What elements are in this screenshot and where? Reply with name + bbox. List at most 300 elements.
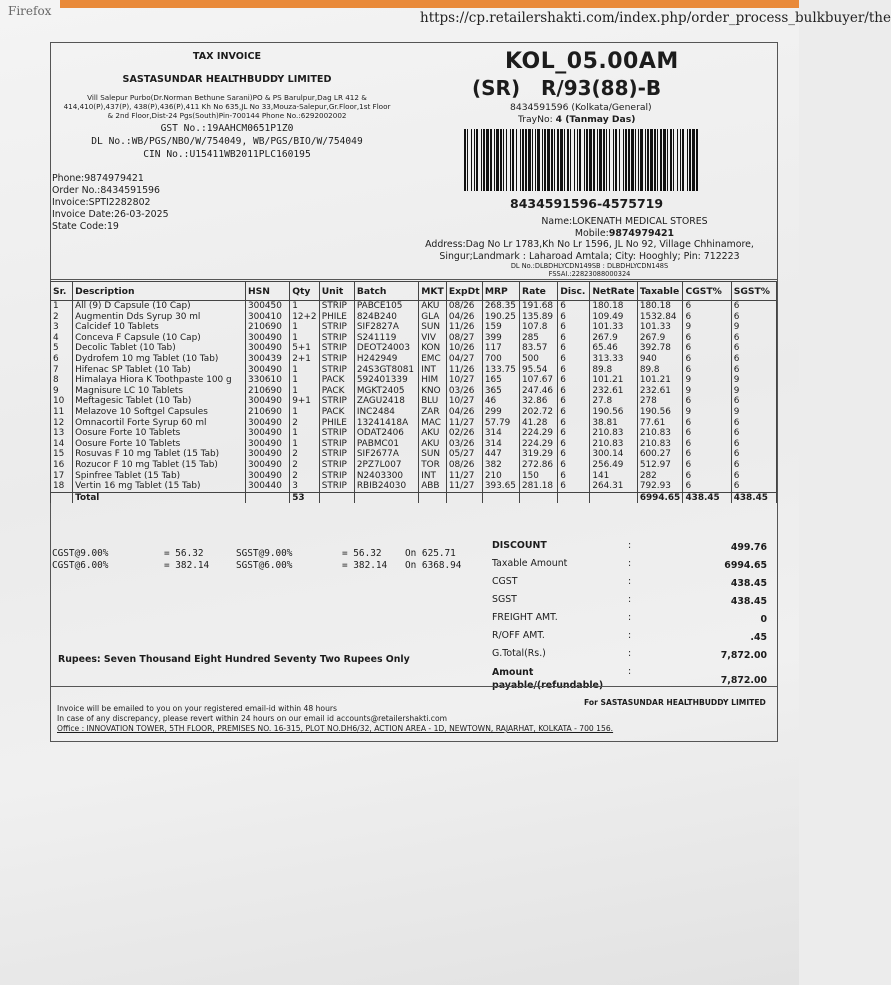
table-row [51,407,777,418]
column-header: Sr. [51,282,73,301]
table-cell: 165 [482,375,519,386]
table-cell: Decolic Tablet (10 Tab) [73,343,246,354]
table-cell: 2 [290,418,320,429]
table-cell: 117 [482,343,519,354]
taxable-label: Taxable Amount [492,558,568,569]
table-cell: 8 [51,375,73,386]
sgst-value: 438.45 [730,596,767,607]
table-cell: 210.83 [637,428,683,439]
barcode-bar [628,129,630,191]
table-cell: 17 [51,471,73,482]
table-cell: N2403300 [354,471,418,482]
barcode-bar [525,129,527,191]
table-cell: 1 [290,301,320,312]
table-cell: 02/26 [446,428,482,439]
table-cell: 32.86 [520,396,558,407]
table-cell: INC2484 [354,407,418,418]
barcode-bar [474,129,475,191]
table-cell: 11/27 [446,471,482,482]
table-cell: 6 [731,396,776,407]
table-row [51,439,777,450]
table-cell: 6 [558,428,590,439]
table-cell: 11/26 [446,322,482,333]
table-cell: 1 [290,386,320,397]
route-code-left: (SR) [472,76,521,100]
barcode-bar [476,129,478,191]
tray-label: TrayNo: [518,114,553,125]
table-cell: 38.81 [590,418,637,429]
table-cell: RBIB24030 [354,481,418,492]
barcode-bar [554,129,555,191]
address-line: 414,410(P),437(P), 438(P),436(P),411 Kh No 635,JL No 33,Mouza-Salepur,Gr.Floor,1st Floor [63,102,391,111]
footer-note: Invoice will be emailed to you on your registered email-id within 48 hours [57,704,337,713]
table-cell: 512.97 [637,460,683,471]
discount-row [488,540,773,558]
table-cell: 6 [558,333,590,344]
table-cell: 10 [51,396,73,407]
table-cell: ABB [419,481,447,492]
table-cell: 1 [51,301,73,312]
table-cell: Rozucor F 10 mg Tablet (15 Tab) [73,460,246,471]
gtotal-row [488,648,773,666]
table-cell: 3 [290,481,320,492]
table-cell: 6 [731,354,776,365]
table-cell: 6 [558,396,590,407]
table-row [51,428,777,439]
table-cell: 6 [558,418,590,429]
table-cell: 300410 [245,312,289,323]
amount-in-words: Rupees: Seven Thousand Eight Hundred Seventy Two Rupees Only [58,654,410,665]
barcode-bar [547,129,550,191]
table-cell: 107.67 [520,375,558,386]
colon: : [628,594,632,605]
freight-row [488,612,773,630]
table-cell: 6 [731,481,776,492]
table-cell: STRIP [319,481,354,492]
table-cell: 190.25 [482,312,519,323]
table-cell: 2 [290,460,320,471]
url-text[interactable]: https://cp.retailershakti.com/index.php/order_process_bulkbuyer/the [420,10,891,26]
table-cell: 89.8 [637,365,683,376]
table-cell: 6 [558,471,590,482]
table-cell: 224.29 [520,439,558,450]
barcode-bar [680,129,681,191]
table-cell: ZAR [419,407,447,418]
table-cell: 190.56 [590,407,637,418]
table-cell: 2+1 [290,354,320,365]
barcode-bar [687,129,688,191]
empty-cell [482,492,519,503]
taxable-row [488,558,773,576]
barcode-image [462,129,702,191]
table-cell: 300439 [245,354,289,365]
barcode-bar [635,129,636,191]
barcode-bar [597,129,598,191]
table-cell: GLA [419,312,447,323]
table-cell: 202.72 [520,407,558,418]
barcode-bar [584,129,585,191]
table-cell: 141 [590,471,637,482]
payable-row [488,666,773,694]
sgst-label: SGST [492,594,517,605]
table-cell: PACK [319,386,354,397]
barcode-bar [464,129,466,191]
table-cell: 6 [683,439,731,450]
route-code [472,76,661,100]
colon: : [628,540,632,551]
table-cell: 256.49 [590,460,637,471]
table-cell: INT [419,471,447,482]
table-cell: Melazove 10 Softgel Capsules [73,407,246,418]
freight-value: 0 [760,614,767,625]
table-cell: 6 [731,312,776,323]
table-row [51,322,777,333]
table-cell: 281.18 [520,481,558,492]
barcode-bar [510,129,511,191]
table-cell: 500 [520,354,558,365]
table-cell: 9 [51,386,73,397]
barcode-bar [537,129,540,191]
table-cell: 300.14 [590,449,637,460]
footer-notes [57,704,613,734]
barcode-bar [535,129,536,191]
dl-number: DL No.:WB/PGS/NBO/W/754049, WB/PGS/BIO/W/754049 [91,136,363,147]
table-cell: 299 [482,407,519,418]
table-cell: 6 [683,343,731,354]
customer-fssai: FSSAI.:22823088000324 [548,270,631,278]
table-cell: 95.54 [520,365,558,376]
table-cell: 210.83 [590,439,637,450]
barcode-bar [613,129,614,191]
company-address [52,93,402,120]
table-cell: 210.83 [637,439,683,450]
barcode-bar [670,129,672,191]
gst-on: On 625.71 [405,548,456,559]
customer-name: Name:LOKENATH MEDICAL STORES [541,216,708,227]
barcode-bar [574,129,575,191]
table-cell: 6 [558,460,590,471]
invoice-title: TAX INVOICE [192,51,262,62]
table-cell: 6 [558,386,590,397]
barcode-bar [512,129,514,191]
table-cell: 592401339 [354,375,418,386]
table-cell: 278 [637,396,683,407]
table-cell: 447 [482,449,519,460]
table-cell: 282 [637,471,683,482]
table-cell: 08/26 [446,301,482,312]
barcode-bar [577,129,578,191]
tray-info [510,114,652,126]
registration-info [52,122,402,161]
table-cell: PACK [319,407,354,418]
discount-label: DISCOUNT [492,540,547,551]
roff-value: .45 [750,632,767,643]
table-cell: All (9) D Capsule (10 Cap) [73,301,246,312]
table-cell: 101.21 [637,375,683,386]
customer-address: Address:Dag No Lr 1783,Kh No Lr 1596, JL No 92, Village Chhinamore, [425,239,754,250]
empty-cell [354,492,418,503]
table-cell: 6 [558,407,590,418]
table-cell: 300490 [245,449,289,460]
column-header: MKT [419,282,447,301]
table-cell: 6 [683,471,731,482]
table-cell: 180.18 [637,301,683,312]
table-cell: 300490 [245,439,289,450]
table-cell: 11 [51,407,73,418]
address-line: Vill Salepur Purbo(Dr.Norman Bethune Sarani)PO & PS Barulpur,Dag LR 412 & [87,93,367,102]
table-cell: 11/26 [446,365,482,376]
table-cell: 7 [51,365,73,376]
column-header: Taxable [637,282,683,301]
gst-cgst-eq: = 382.14 [164,560,210,571]
table-cell: 300490 [245,460,289,471]
table-cell: 940 [637,354,683,365]
empty-cell [520,492,558,503]
order-location: 8434591596 (Kolkata/General) [510,102,652,113]
table-cell: Augmentin Dds Syrup 30 ml [73,312,246,323]
table-cell: 314 [482,428,519,439]
barcode-bar [528,129,531,191]
table-cell: STRIP [319,449,354,460]
table-cell: PACK [319,375,354,386]
barcode-bar [496,129,499,191]
table-row [51,460,777,471]
table-cell: STRIP [319,301,354,312]
barcode-bar [619,129,620,191]
table-cell: 6 [558,322,590,333]
barcode-bar [692,129,695,191]
table-cell: 6 [683,449,731,460]
table-cell: STRIP [319,460,354,471]
barcode-bar [471,129,472,191]
table-header-row [51,282,777,301]
barcode-bar [631,129,634,191]
table-row [51,312,777,323]
barcode-bar [615,129,617,191]
barcode-bar [503,129,504,191]
table-cell: INT [419,365,447,376]
empty-cell [419,492,447,503]
total-cell: 53 [290,492,320,503]
barcode-bar [593,129,595,191]
customer-mobile [412,228,767,240]
barcode-bar [579,129,581,191]
table-cell: 2 [290,449,320,460]
total-row [51,492,777,503]
table-row [51,386,777,397]
table-cell: 232.61 [590,386,637,397]
column-header: Qty [290,282,320,301]
barcode-bar [647,129,649,191]
barcode-bar [673,129,674,191]
table-cell: H242949 [354,354,418,365]
total-cell: 438.45 [731,492,776,503]
table-cell: 210690 [245,386,289,397]
table-cell: 700 [482,354,519,365]
table-cell: 792.93 [637,481,683,492]
table-cell: 6 [558,354,590,365]
table-cell: 9 [731,375,776,386]
table-cell: 300490 [245,333,289,344]
barcode-bar [645,129,646,191]
barcode-bar [490,129,492,191]
table-cell: STRIP [319,471,354,482]
table-cell: AKU [419,301,447,312]
table-cell: 6 [683,428,731,439]
route-code-right: R/93(88)-B [540,76,662,100]
table-cell: TOR [419,460,447,471]
table-cell: 6 [558,481,590,492]
column-header: Unit [319,282,354,301]
table-cell: 6 [731,365,776,376]
table-cell: 04/27 [446,354,482,365]
barcode-bar [638,129,639,191]
table-cell: 133.75 [482,365,519,376]
header-divider [50,279,777,280]
column-header: Batch [354,282,418,301]
table-cell: 180.18 [590,301,637,312]
order-info [510,102,652,126]
invoice-meta [52,173,169,233]
browser-accent-bar [60,0,799,8]
table-cell: 330610 [245,375,289,386]
column-header: NetRate [590,282,637,301]
table-cell: 300490 [245,365,289,376]
table-cell: Dydrofem 10 mg Tablet (10 Tab) [73,354,246,365]
barcode-bar [589,129,592,191]
table-cell: 247.46 [520,386,558,397]
barcode-bar [520,129,521,191]
total-cell: 438.45 [683,492,731,503]
sgst-row [488,594,773,612]
table-cell: 3 [51,322,73,333]
table-cell: 300490 [245,396,289,407]
table-row [51,365,777,376]
gst-cgst: CGST@9.00% [52,548,109,559]
barcode-bar [551,129,553,191]
table-cell: 6 [683,365,731,376]
barcode-bar [599,129,602,191]
column-header: Disc. [558,282,590,301]
barcode-bar [663,129,666,191]
table-cell: 08/27 [446,333,482,344]
table-cell: Oosure Forte 10 Tablets [73,428,246,439]
table-cell: 824B240 [354,312,418,323]
table-cell: 210690 [245,407,289,418]
cin-number: CIN No.:U15411WB2011PLC160195 [143,149,311,160]
customer-block [412,216,767,278]
table-cell: 6 [683,354,731,365]
mobile-label: Mobile: [574,227,609,239]
table-cell: BLU [419,396,447,407]
column-header: CGST% [683,282,731,301]
table-cell: 210 [482,471,519,482]
empty-cell [319,492,354,503]
table-cell: 365 [482,386,519,397]
table-cell: 89.8 [590,365,637,376]
barcode-bar [567,129,569,191]
table-cell: 264.31 [590,481,637,492]
table-cell: 190.56 [637,407,683,418]
table-cell: 5 [51,343,73,354]
table-cell: Calcidef 10 Tablets [73,322,246,333]
table-cell: STRIP [319,439,354,450]
gst-on: On 6368.94 [405,560,462,571]
table-cell: 210.83 [590,428,637,439]
barcode-bar [486,129,489,191]
table-cell: 83.57 [520,343,558,354]
gst-sgst-eq: = 56.32 [342,548,382,559]
table-cell: 1 [290,333,320,344]
table-cell: DEOT24003 [354,343,418,354]
colon: : [628,630,632,641]
barcode-bar [522,129,524,191]
table-cell: 1532.84 [637,312,683,323]
table-cell: 15 [51,449,73,460]
table-cell: 6 [683,301,731,312]
table-cell: 300490 [245,418,289,429]
table-cell: KNO [419,386,447,397]
table-cell: 13 [51,428,73,439]
invoice-date: Invoice Date:26-03-2025 [52,209,169,220]
barcode-bar [654,129,656,191]
table-cell: 6 [683,312,731,323]
table-cell: PABMC01 [354,439,418,450]
table-cell: 2 [290,471,320,482]
table-row [51,396,777,407]
table-cell: KON [419,343,447,354]
table-cell: Magnisure LC 10 Tablets [73,386,246,397]
table-cell: Himalaya Hiora K Toothpaste 100 g [73,375,246,386]
table-cell: 24S3GT8081 [354,365,418,376]
empty-cell [51,492,73,503]
table-cell: 1 [290,428,320,439]
delivery-slot: KOL_05.00AM [505,49,679,74]
invoice-number: Invoice:SPTI2282802 [52,197,151,208]
table-cell: 1 [290,365,320,376]
table-cell: 9 [683,375,731,386]
table-cell: 392.78 [637,343,683,354]
table-cell: 9 [683,407,731,418]
table-cell: 9 [731,386,776,397]
barcode-bar [542,129,543,191]
table-cell: 1 [290,407,320,418]
empty-cell [558,492,590,503]
barcode-bar [696,129,698,191]
table-cell: 1 [290,439,320,450]
barcode-bar [640,129,643,191]
table-cell: 2 [51,312,73,323]
table-cell: 6 [558,343,590,354]
totals-summary [488,540,773,694]
roff-label: R/OFF AMT. [492,630,545,641]
barcode-bar [560,129,563,191]
table-cell: 10/27 [446,396,482,407]
barcode-bar [625,129,627,191]
table-cell: PABCE105 [354,301,418,312]
table-cell: 210690 [245,322,289,333]
table-cell: 6 [731,428,776,439]
table-row [51,418,777,429]
table-cell: 300440 [245,481,289,492]
cgst-row [488,576,773,594]
column-header: SGST% [731,282,776,301]
table-cell: 13241418A [354,418,418,429]
colon: : [628,558,632,569]
table-cell: 12+2 [290,312,320,323]
table-cell: 03/26 [446,386,482,397]
table-row [51,343,777,354]
